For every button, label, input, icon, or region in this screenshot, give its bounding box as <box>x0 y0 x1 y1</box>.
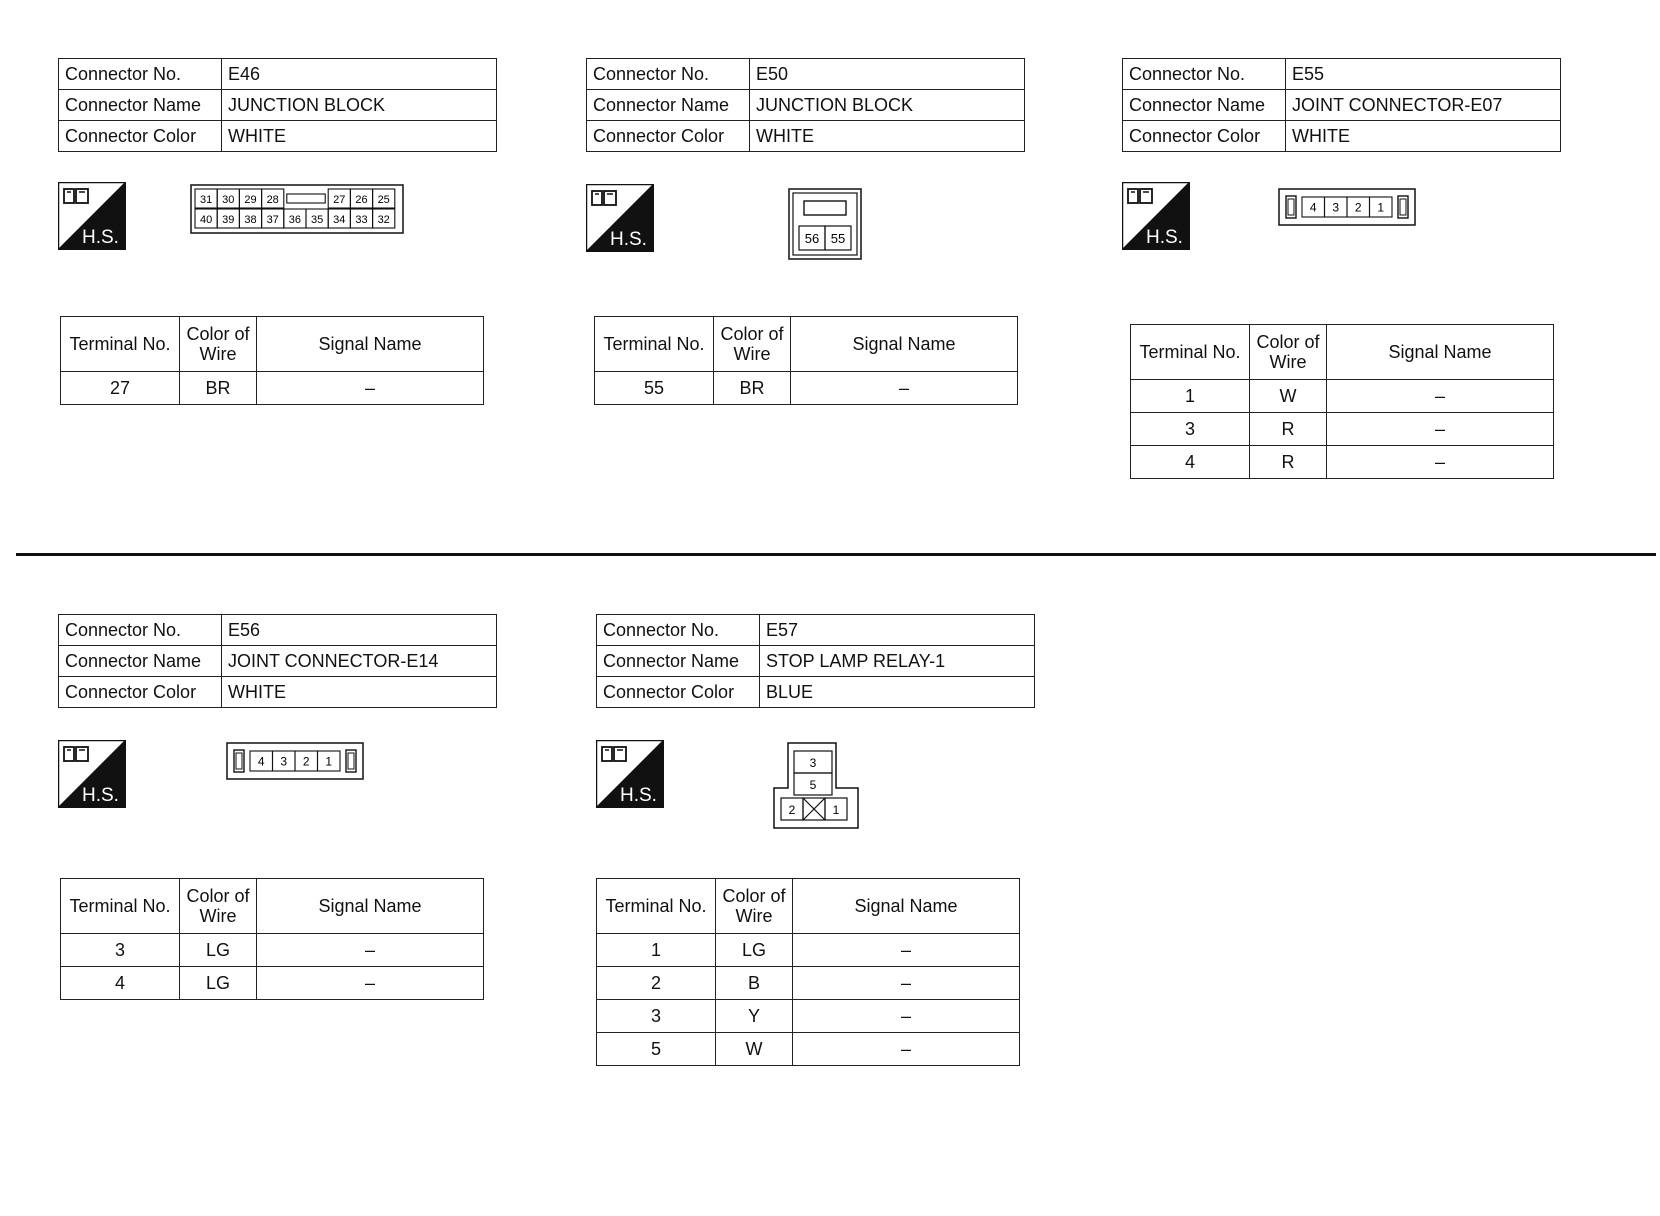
terminal-no-header: Terminal No. <box>61 317 180 372</box>
connector-no-label: Connector No. <box>597 615 760 646</box>
terminal-no-cell: 1 <box>1131 380 1250 413</box>
connector-name-label: Connector Name <box>59 90 222 121</box>
connector-color-value: WHITE <box>222 121 497 152</box>
terminal-no-cell: 2 <box>597 967 716 1000</box>
pin-label: 40 <box>199 214 213 226</box>
pin-label: 26 <box>355 194 368 206</box>
pin-label: 1 <box>325 754 333 769</box>
terminal-table <box>1130 324 1554 479</box>
connector-color-label: Connector Color <box>59 677 222 708</box>
pin-label: 25 <box>377 194 390 206</box>
wire-color-header <box>716 879 793 934</box>
connector-name-value: JUNCTION BLOCK <box>750 90 1025 121</box>
signal-name-cell: – <box>793 967 1020 1000</box>
terminal-no-cell: 1 <box>597 934 716 967</box>
pin-label: 37 <box>266 214 279 226</box>
wire-color-cell: BR <box>180 372 257 405</box>
pin-label: 38 <box>244 214 257 226</box>
wire-color-header-line2: Wire <box>735 906 773 926</box>
wire-color-cell: W <box>716 1033 793 1066</box>
signal-name-header: Signal Name <box>257 317 484 372</box>
terminal-no-cell: 27 <box>61 372 180 405</box>
connector-color-label: Connector Color <box>587 121 750 152</box>
connector-color-label: Connector Color <box>597 677 760 708</box>
pin-label: 28 <box>266 194 279 206</box>
connector-no-value: E56 <box>222 615 497 646</box>
terminal-no-cell: 55 <box>595 372 714 405</box>
harness-side-icon <box>58 182 126 250</box>
harness-side-icon <box>596 740 664 808</box>
connector-info-table <box>58 614 497 708</box>
connector-color-value: BLUE <box>760 677 1035 708</box>
terminal-no-cell: 5 <box>597 1033 716 1066</box>
signal-name-cell: – <box>257 934 484 967</box>
wire-color-cell: BR <box>714 372 791 405</box>
table-row <box>597 1033 1020 1066</box>
wire-color-header-line1: Color of <box>720 324 784 344</box>
signal-name-cell: – <box>1327 413 1554 446</box>
terminal-table-e56 <box>60 878 484 1000</box>
connector-name-value: JUNCTION BLOCK <box>222 90 497 121</box>
pin-label: 4 <box>1309 200 1317 215</box>
terminal-no-cell: 3 <box>1131 413 1250 446</box>
table-row <box>597 934 1020 967</box>
wire-color-header-line1: Color of <box>186 324 250 344</box>
wire-color-cell: LG <box>716 934 793 967</box>
connector-block-e46 <box>58 58 497 152</box>
wire-color-header <box>180 317 257 372</box>
wire-color-header-line1: Color of <box>186 886 250 906</box>
terminal-table-e57 <box>596 878 1020 1066</box>
pin-label: 5 <box>809 778 817 792</box>
signal-name-cell: – <box>793 1033 1020 1066</box>
wire-color-cell: LG <box>180 934 257 967</box>
connector-face-e50 <box>788 188 862 260</box>
pin-label: 33 <box>355 214 368 226</box>
connector-no-label: Connector No. <box>59 615 222 646</box>
pin-label: 4 <box>257 754 265 769</box>
pin-label: 2 <box>788 803 796 817</box>
signal-name-header: Signal Name <box>793 879 1020 934</box>
wire-color-header <box>714 317 791 372</box>
connector-face-e56 <box>226 742 364 780</box>
connector-no-label: Connector No. <box>587 59 750 90</box>
table-header-row <box>61 879 484 934</box>
pin-label: 39 <box>222 214 235 226</box>
pin-label: 34 <box>333 214 346 226</box>
terminal-no-cell: 4 <box>1131 446 1250 479</box>
terminal-table <box>60 878 484 1000</box>
wire-color-cell: LG <box>180 967 257 1000</box>
terminal-table <box>596 878 1020 1066</box>
connector-color-label: Connector Color <box>59 121 222 152</box>
pin-label: 32 <box>377 214 390 226</box>
connector-no-value: E46 <box>222 59 497 90</box>
connector-name-label: Connector Name <box>1123 90 1286 121</box>
signal-name-cell: – <box>1327 446 1554 479</box>
connector-name-label: Connector Name <box>597 646 760 677</box>
connector-no-value: E55 <box>1286 59 1561 90</box>
connector-name-value: STOP LAMP RELAY-1 <box>760 646 1035 677</box>
terminal-no-header: Terminal No. <box>61 879 180 934</box>
pin-label: 36 <box>288 214 302 226</box>
wire-color-header-line2: Wire <box>1269 352 1307 372</box>
signal-name-cell: – <box>257 967 484 1000</box>
table-header-row <box>61 317 484 372</box>
terminal-no-cell: 3 <box>61 934 180 967</box>
pin-label: 35 <box>310 214 324 226</box>
table-row <box>61 372 484 405</box>
table-row <box>61 967 484 1000</box>
wire-color-header-line2: Wire <box>199 344 237 364</box>
terminal-table-e46 <box>60 316 484 405</box>
connector-color-value: WHITE <box>750 121 1025 152</box>
wire-color-header-line1: Color of <box>722 886 786 906</box>
harness-side-icon <box>586 184 654 252</box>
connector-name-value: JOINT CONNECTOR-E07 <box>1286 90 1561 121</box>
signal-name-cell: – <box>793 934 1020 967</box>
connector-face-e57 <box>772 742 860 830</box>
pin-label: 27 <box>333 194 346 206</box>
hs-icon-text: H.S. <box>620 785 657 806</box>
connector-info-table <box>1122 58 1561 152</box>
connector-no-label: Connector No. <box>1123 59 1286 90</box>
terminal-no-cell: 4 <box>61 967 180 1000</box>
harness-side-icon <box>1122 182 1190 250</box>
signal-name-cell: – <box>791 372 1018 405</box>
wire-color-header <box>1250 325 1327 380</box>
pin-label: 3 <box>809 756 817 770</box>
signal-name-cell: – <box>1327 380 1554 413</box>
signal-name-cell: – <box>257 372 484 405</box>
connector-no-value: E57 <box>760 615 1035 646</box>
pin-label: 3 <box>280 754 288 769</box>
table-header-row <box>1131 325 1554 380</box>
connector-color-value: WHITE <box>1286 121 1561 152</box>
hs-icon-text: H.S. <box>1146 227 1183 248</box>
hs-icon-text: H.S. <box>82 785 119 806</box>
terminal-table <box>594 316 1018 405</box>
pin-label: 55 <box>830 231 846 246</box>
table-row <box>1131 380 1554 413</box>
terminal-table-e55 <box>1130 324 1554 479</box>
pin-label: 30 <box>222 194 235 206</box>
connector-face-e55 <box>1278 188 1416 226</box>
connector-color-value: WHITE <box>222 677 497 708</box>
signal-name-header: Signal Name <box>257 879 484 934</box>
connector-info-table <box>58 58 497 152</box>
terminal-no-header: Terminal No. <box>595 317 714 372</box>
wire-color-cell: B <box>716 967 793 1000</box>
pin-label: 1 <box>1377 200 1385 215</box>
hs-icon-text: H.S. <box>82 227 119 248</box>
connector-color-label: Connector Color <box>1123 121 1286 152</box>
connector-name-value: JOINT CONNECTOR-E14 <box>222 646 497 677</box>
connector-block-e57 <box>596 614 1035 708</box>
terminal-table <box>60 316 484 405</box>
terminal-no-cell: 3 <box>597 1000 716 1033</box>
pin-label: 2 <box>1354 200 1362 215</box>
signal-name-cell: – <box>793 1000 1020 1033</box>
signal-name-header: Signal Name <box>1327 325 1554 380</box>
pin-label: 2 <box>302 754 310 769</box>
table-row <box>61 934 484 967</box>
wire-color-header-line1: Color of <box>1256 332 1320 352</box>
connector-info-table <box>596 614 1035 708</box>
hs-icon-text: H.S. <box>610 229 647 250</box>
terminal-table-e50 <box>594 316 1018 405</box>
pin-label: 1 <box>832 803 840 817</box>
wire-color-header-line2: Wire <box>199 906 237 926</box>
connector-block-e55 <box>1122 58 1561 152</box>
connector-name-label: Connector Name <box>59 646 222 677</box>
signal-name-header: Signal Name <box>791 317 1018 372</box>
section-divider <box>16 553 1656 556</box>
pin-label: 56 <box>804 231 820 246</box>
table-row <box>1131 446 1554 479</box>
connector-block-e50 <box>586 58 1025 152</box>
wire-color-cell: W <box>1250 380 1327 413</box>
table-row <box>597 967 1020 1000</box>
connector-no-label: Connector No. <box>59 59 222 90</box>
terminal-no-header: Terminal No. <box>597 879 716 934</box>
connector-no-value: E50 <box>750 59 1025 90</box>
wire-color-header-line2: Wire <box>733 344 771 364</box>
harness-side-icon <box>58 740 126 808</box>
connector-name-label: Connector Name <box>587 90 750 121</box>
table-row <box>1131 413 1554 446</box>
pin-label: 31 <box>199 194 213 206</box>
wire-color-cell: Y <box>716 1000 793 1033</box>
pin-label: 29 <box>244 194 257 206</box>
connector-info-table <box>586 58 1025 152</box>
table-row <box>597 1000 1020 1033</box>
connector-face-e46 <box>190 184 404 234</box>
wire-color-header <box>180 879 257 934</box>
connector-block-e56 <box>58 614 497 708</box>
wire-color-cell: R <box>1250 446 1327 479</box>
table-row <box>595 372 1018 405</box>
wire-color-cell: R <box>1250 413 1327 446</box>
table-header-row <box>595 317 1018 372</box>
terminal-no-header: Terminal No. <box>1131 325 1250 380</box>
pin-label: 3 <box>1332 200 1340 215</box>
table-header-row <box>597 879 1020 934</box>
